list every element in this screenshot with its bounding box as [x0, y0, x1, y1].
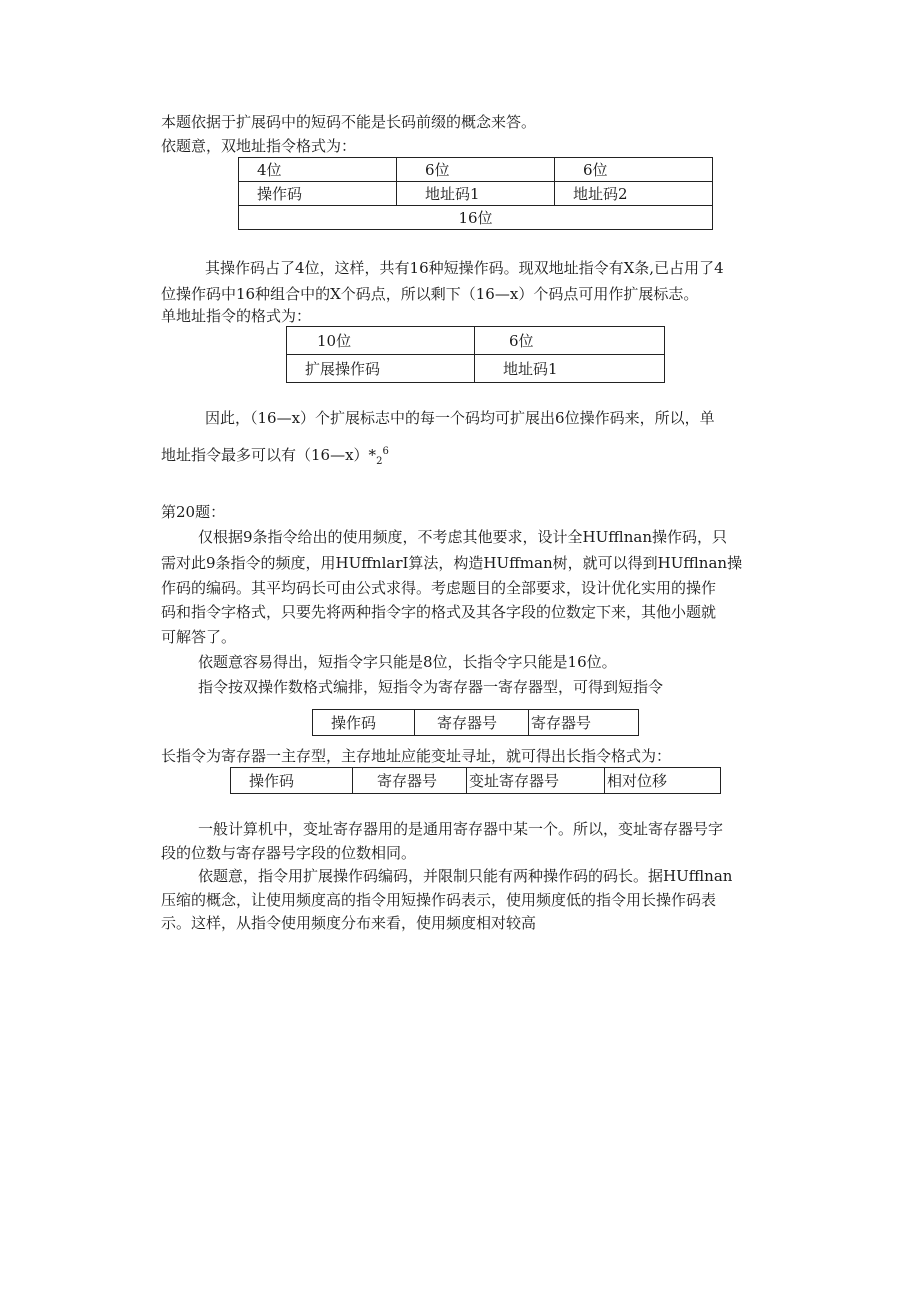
para1-line-3: 单地址指令的格式为：: [161, 307, 312, 325]
long-field-index-reg: 变址寄存器号: [467, 768, 605, 794]
para2-base: 2: [376, 456, 383, 467]
short-field-opcode: 操作码: [313, 710, 415, 736]
para2-line-2-text: 地址指令最多可以有（16—x）*: [161, 446, 377, 464]
short-field-reg2: 寄存器号: [529, 710, 639, 736]
single-bits-opcode: 10位: [287, 327, 475, 355]
long-field-opcode: 操作码: [231, 768, 353, 794]
q20-p5-line-1: 一般计算机中，变址寄存器用的是通用寄存器中某一个。所以，变址寄存器号字: [198, 820, 724, 838]
single-address-format-table: [286, 326, 665, 383]
double-bits-addr1: 6位: [397, 158, 555, 182]
q20-p2: 依题意容易得出，短指令字只能是8位，长指令字只能是16位。: [198, 653, 617, 671]
q20-p4: 长指令为寄存器一主存型，主存地址应能变址寻址，就可得出长指令格式为：: [161, 747, 672, 765]
q20-p1-line-2: 需对此9条指令的频度，用HUffnlarI算法，构造HUffman树，就可以得到HUfflnan操: [161, 554, 743, 572]
double-bits-opcode: 4位: [239, 158, 397, 182]
para1-line-2: 位操作码中16种组合中的X个码点，所以剩下（16—x）个码点可用作扩展标志。: [161, 285, 699, 303]
double-field-addr1: 地址码1: [397, 182, 555, 206]
double-field-opcode: 操作码: [239, 182, 397, 206]
q20-p6-line-3: 示。这样，从指令使用频度分布来看，使用频度相对较高: [161, 914, 537, 932]
single-bits-addr1: 6位: [475, 327, 665, 355]
q20-title: 第20题：: [161, 503, 226, 521]
single-field-ext-opcode: 扩展操作码: [287, 355, 475, 383]
long-instruction-format-table: [230, 767, 721, 794]
q20-p3: 指令按双操作数格式编排，短指令为寄存器一寄存器型，可得到短指令: [198, 678, 664, 696]
double-address-format-table: [238, 157, 713, 230]
short-instruction-format-table: [312, 709, 639, 736]
q20-p6-line-1: 依题意，指令用扩展操作码编码，并限制只能有两种操作码的码长。据HUfflnan: [198, 867, 733, 885]
long-field-offset: 相对位移: [605, 768, 721, 794]
q20-p1-line-1: 仅根据9条指令给出的使用频度，不考虑其他要求，设计全HUfflnan操作码，只: [198, 528, 727, 546]
single-field-addr1: 地址码1: [475, 355, 665, 383]
q20-p6-line-2: 压缩的概念，让使用频度高的指令用短操作码表示，使用频度低的指令用长操作码表: [161, 891, 717, 909]
intro-line-1: 本题依据于扩展码中的短码不能是长码前缀的概念来答。: [161, 113, 537, 131]
para2-line-2: [161, 442, 389, 472]
short-field-reg1: 寄存器号: [415, 710, 529, 736]
q20-p1-line-3: 作码的编码。其平均码长可由公式求得。考虑题目的全部要求，设计优化实用的操作: [161, 579, 717, 597]
q20-p1-line-5: 可解答了。: [161, 628, 237, 646]
para2-line-1: 因此，（16—x）个扩展标志中的每一个码均可扩展出6位操作码来，所以，单: [205, 409, 715, 427]
double-bits-addr2: 6位: [555, 158, 713, 182]
q20-p1-line-4: 码和指令字格式，只要先将两种指令字的格式及其各字段的位数定下来，其他小题就: [161, 603, 717, 621]
long-field-reg: 寄存器号: [353, 768, 467, 794]
double-field-addr2: 地址码2: [555, 182, 713, 206]
intro-line-2: 依题意，双地址指令格式为：: [161, 137, 357, 155]
q20-p5-line-2: 段的位数与寄存器号字段的位数相同。: [161, 844, 417, 862]
para1-line-1: 其操作码占了4位，这样，共有16种短操作码。现双地址指令有X条,已占用了4: [205, 259, 724, 277]
para2-exponent: 6: [382, 446, 389, 457]
double-total-bits: 16位: [239, 206, 713, 230]
